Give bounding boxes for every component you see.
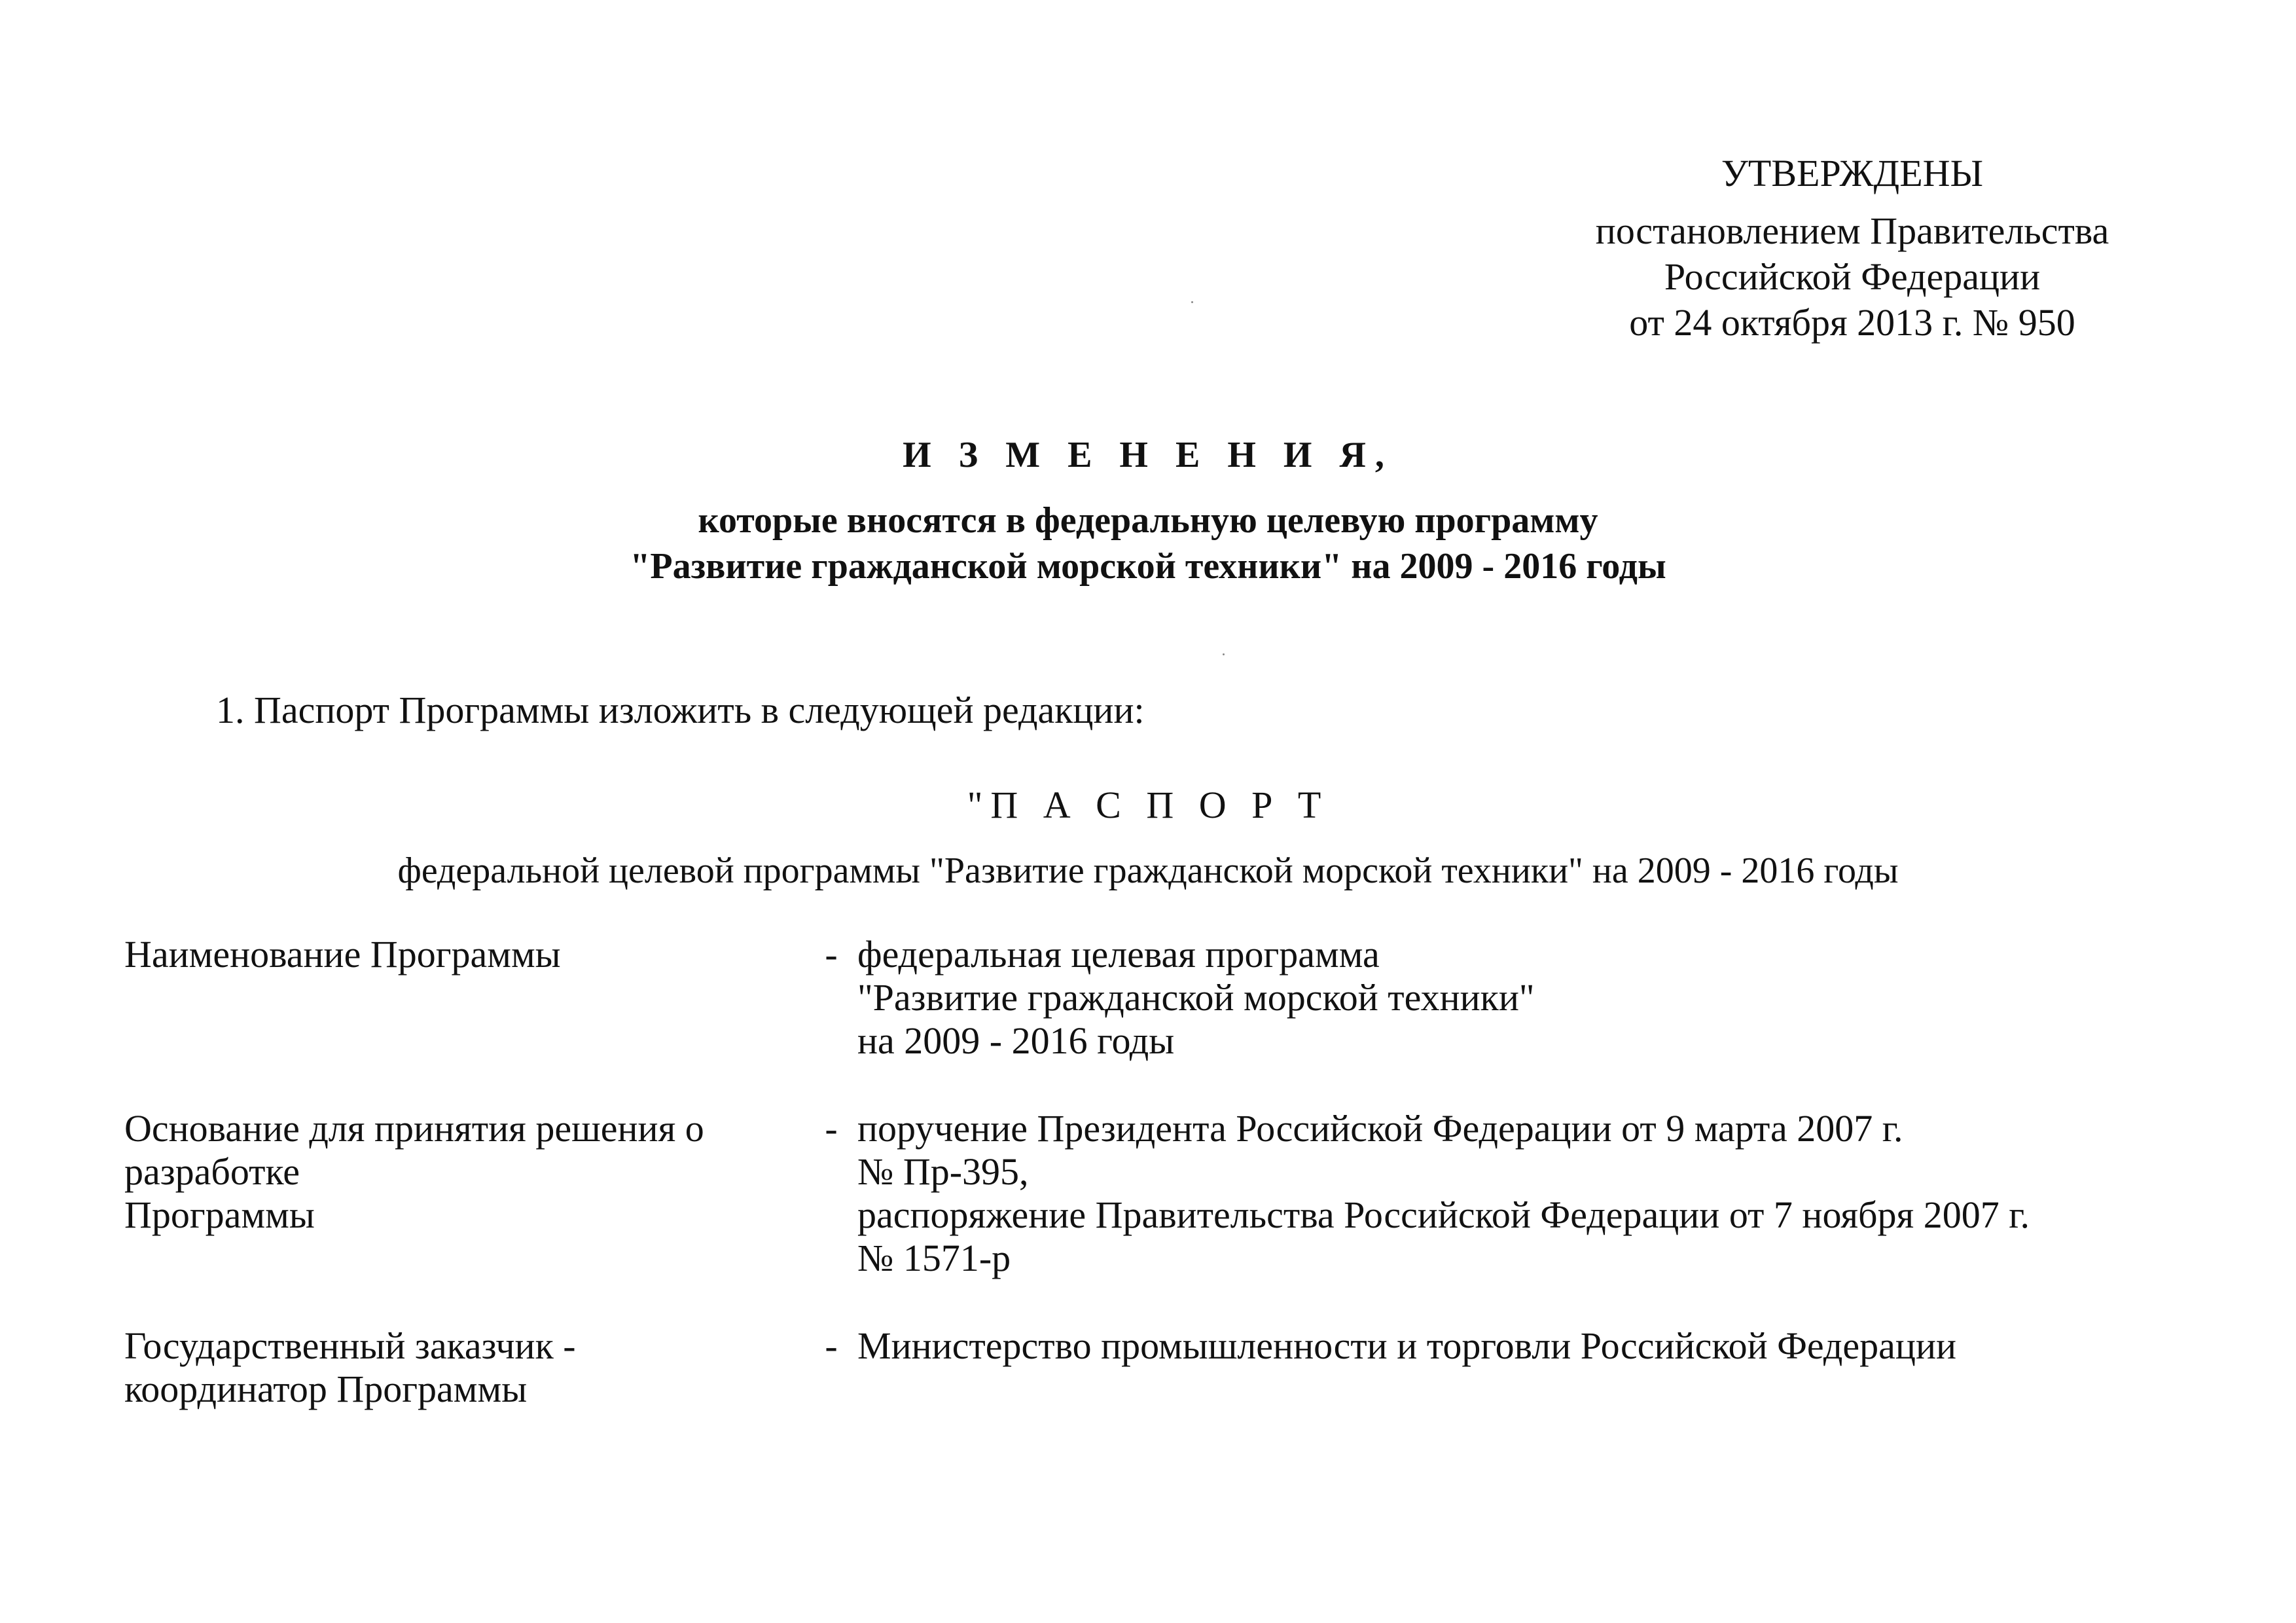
passport-table [124, 933, 2088, 1455]
passport-row [124, 1107, 2088, 1280]
value-line: федеральная целевая программа [857, 933, 1380, 976]
scan-speck [1191, 301, 1193, 303]
approval-stamp-block [1558, 151, 2147, 346]
value-line: распоряжение Правительства Российской Федерации от 7 ноября 2007 г. [857, 1194, 2030, 1236]
value-line: на 2009 - 2016 годы [857, 1019, 1175, 1062]
label-line: Наименование Программы [124, 933, 561, 976]
passport-row-value [851, 1107, 2088, 1280]
subheading-line: которые вносятся в федеральную целевую программу [698, 500, 1598, 541]
passport-row-label [124, 1107, 812, 1280]
passport-title: "П А С П О Р Т [967, 784, 1329, 826]
label-line: координатор Программы [124, 1368, 528, 1410]
document-heading: И З М Е Н Е Н И Я, [903, 435, 1393, 475]
dash-separator: - [825, 933, 838, 976]
dash-separator: - [825, 1107, 838, 1150]
passport-row-label [124, 1324, 812, 1411]
value-line: "Развитие гражданской морской техники" [857, 976, 1535, 1019]
intro-paragraph: 1. Паспорт Программы изложить в следующей редакции: [216, 689, 1145, 731]
label-line: Государственный заказчик - [124, 1324, 576, 1367]
value-line: № 1571-р [857, 1237, 1011, 1279]
label-line: Основание для принятия решения о [124, 1107, 704, 1150]
passport-row-value [851, 1324, 2088, 1411]
label-line: разработке [124, 1150, 300, 1193]
label-line: Программы [124, 1194, 315, 1236]
approval-title: УТВЕРЖДЕНЫ [1721, 152, 1984, 194]
subheading-line: "Развитие гражданской морской техники" на 2009 - 2016 годы [630, 546, 1666, 587]
scan-speck [1223, 653, 1225, 655]
passport-row [124, 1324, 2088, 1411]
passport-subtitle: федеральной целевой программы "Развитие гражданской морской техники" на 2009 - 2016 годы [397, 850, 1899, 891]
approval-line: Российской Федерации [1664, 255, 2041, 298]
value-line: поручение Президента Российской Федерации от 9 марта 2007 г. [857, 1107, 1903, 1150]
passport-row-value [851, 933, 2088, 1063]
approval-line: от 24 октября 2013 г. № 950 [1629, 301, 2075, 344]
approval-line: постановлением Правительства [1595, 210, 2109, 252]
passport-row [124, 933, 2088, 1063]
value-line: Министерство промышленности и торговли Российской Федерации [857, 1324, 1957, 1367]
dash-separator: - [825, 1324, 838, 1367]
document-subheading [0, 498, 2296, 589]
value-line: № Пр-395, [857, 1150, 1029, 1193]
passport-row-label [124, 933, 812, 1063]
